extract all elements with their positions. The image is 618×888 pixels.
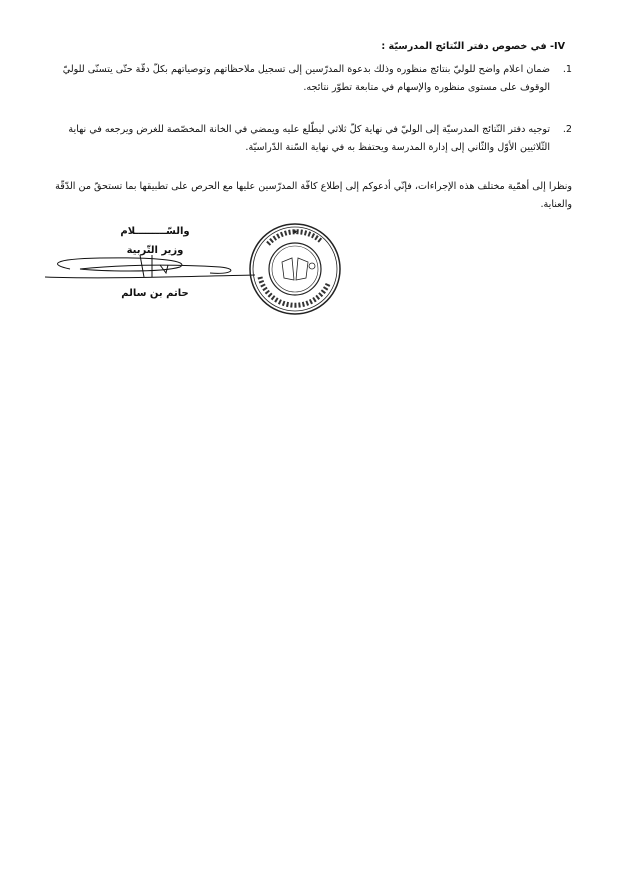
signatory-title: وزير التّربية xyxy=(126,245,184,256)
section-heading: IV- في خصوص دفتر النّتائج المدرسيّة : xyxy=(381,41,565,52)
list-item xyxy=(42,61,572,97)
closing-paragraph: ونظرا إلى أهمّية مختلف هذه الإجراءات، فإنّي أدعوكم إلى إطلاع كافّة المدرّسين عليها مع الحرص على تطبيقها بما تستحقّ من الدّقّة والعناية. xyxy=(55,181,572,210)
item-text: ضمان اعلام واضح للوليّ بنتائج منظوره وذلك بدعوة المدرّسين إلى تسجيل ملاحظاتهم وتوصياتهم بكلّ دقّة حتّى يتسنّى للوليّ الوقوف على مستوى منظوره والإسهام في متابعة تطوّر نتائجه. xyxy=(62,64,550,93)
official-seal-icon xyxy=(248,222,342,316)
handwritten-signature xyxy=(40,255,260,285)
item-text: توجيه دفتر النّتائج المدرسيّة إلى الوليّ في نهاية كلّ ثلاثي ليطّلع عليه ويمضي في الخانة المخصّصة للغرض ويرجعه في نهاية الثّلاثيين الأوّل والثّاني إلى إدارة المدرسة ويحتفظ به في نهاية السّنة الدّراسيّة. xyxy=(68,124,550,153)
item-number: 1. xyxy=(562,64,572,75)
salutation: والسّـــــــــلام xyxy=(120,226,190,237)
item-number: 2. xyxy=(562,124,572,135)
signatory-name: حاتم بن سالم xyxy=(121,288,189,299)
list-item xyxy=(42,121,572,157)
svg-text:★: ★ xyxy=(291,228,299,236)
